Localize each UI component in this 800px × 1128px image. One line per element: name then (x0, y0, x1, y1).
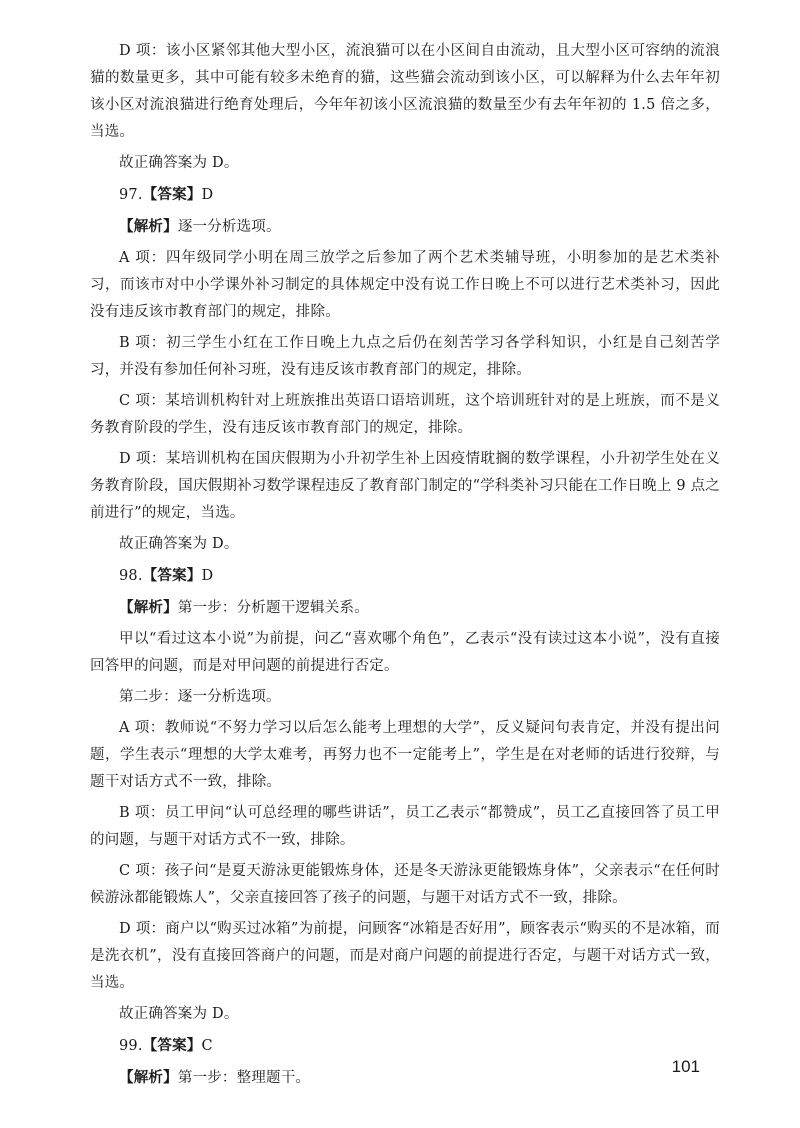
answer-heading-99 (90, 1032, 720, 1060)
analysis-text: 第一步：分析题干逻辑关系。 (177, 600, 369, 616)
paragraph-97-option-b: B 项：初三学生小红在工作日晚上九点之后仍在刻苦学习各学科知识，小红是自己刻苦学习，并没有参加任何补习班，没有违反该市教育部门的规定，排除。 (90, 335, 720, 378)
answer-label: 【答案】 (142, 186, 202, 203)
analysis-text: 第一步：整理题干。 (177, 1070, 311, 1086)
answer-value: C (201, 1038, 213, 1054)
paragraph-answer-96: 故正确答案为 D。 (119, 155, 239, 171)
paragraph-98-option-c: C 项：孩子问“是夏天游泳更能锻炼身体，还是冬天游泳更能锻炼身体”，父亲表示“在任何时候游泳都能锻炼人”，父亲直接回答了孩子的问题，与题干对话方式不一致，排除。 (90, 863, 720, 906)
answer-heading-98 (90, 562, 720, 590)
paragraph-98-option-b: B 项：员工甲问“认可总经理的哪些讲话”，员工乙表示“都赞成”，员工乙直接回答了员工甲的问题，与题干对话方式不一致，排除。 (90, 805, 720, 848)
paragraph-98-option-a: A 项：教师说“不努力学习以后怎么能考上理想的大学”，反义疑问句表肯定，并没有提出问题，学生表示“理想的大学太难考，再努力也不一定能考上”，学生是在对老师的话进行狡辩，与题干对话方式不一致，排除。 (90, 720, 720, 790)
answer-value: D (201, 568, 214, 584)
answer-label: 【答案】 (142, 567, 202, 584)
analysis-text: 逐一分析选项。 (177, 219, 281, 235)
question-number: 99. (119, 1038, 143, 1054)
answer-label: 【答案】 (142, 1037, 202, 1054)
analysis-heading-99 (90, 1064, 720, 1092)
analysis-label: 【解析】 (119, 1069, 178, 1086)
paragraph-97-option-d: D 项：某培训机构在国庆假期为小升初学生补上因疫情耽搁的数学课程，小升初学生处在义务教育阶段，国庆假期补习数学课程违反了教育部门制定的“学科类补习只能在工作日晚上 9 点之前进行”的规定，当选。 (90, 451, 720, 521)
page-content (90, 38, 720, 1096)
question-number: 97. (119, 187, 143, 203)
paragraph-98-option-d: D 项：商户以“购买过冰箱”为前提，问顾客“冰箱是否好用”，顾客表示“购买的不是冰箱，而是洗衣机”，没有直接回答商户的问题，而是对商户问题的前提进行否定，与题干对话方式一致，当选。 (90, 921, 720, 991)
answer-value: D (201, 187, 214, 203)
paragraph-option-d-cats: D 项：该小区紧邻其他大型小区，流浪猫可以在小区间自由流动，且大型小区可容纳的流浪猫的数量更多，其中可能有较多未绝育的猫，这些猫会流动到该小区，可以解释为什么去年年初该小区对流浪猫进行绝育处理后，今年年初该小区流浪猫的数量至少有去年年初的 1.5 倍之多，当选。 (90, 43, 720, 140)
analysis-heading-98 (90, 594, 720, 622)
paragraph-98-stem: 甲以“看过这本小说”为前提，问乙“喜欢哪个角色”，乙表示“没有读过这本小说”，没有直接回答甲的问题，而是对甲问题的前提进行否定。 (90, 631, 720, 674)
analysis-heading-97 (90, 213, 720, 241)
page-number: 101 (671, 1057, 700, 1076)
question-number: 98. (119, 568, 143, 584)
answer-heading-97 (90, 181, 720, 209)
paragraph-answer-97: 故正确答案为 D。 (119, 536, 239, 552)
analysis-label: 【解析】 (119, 599, 178, 616)
paragraph-98-step2: 第二步：逐一分析选项。 (119, 689, 281, 705)
paragraph-97-option-c: C 项：某培训机构针对上班族推出英语口语培训班，这个培训班针对的是上班族，而不是义务教育阶段的学生，没有违反该市教育部门的规定，排除。 (90, 393, 720, 436)
paragraph-answer-98: 故正确答案为 D。 (119, 1006, 239, 1022)
paragraph-97-option-a: A 项：四年级同学小明在周三放学之后参加了两个艺术类辅导班，小明参加的是艺术类补习，而该市对中小学课外补习制定的具体规定中没有说工作日晚上不可以进行艺术类补习，因此没有违反该市教育部门的规定，排除。 (90, 250, 720, 320)
analysis-label: 【解析】 (119, 218, 178, 235)
